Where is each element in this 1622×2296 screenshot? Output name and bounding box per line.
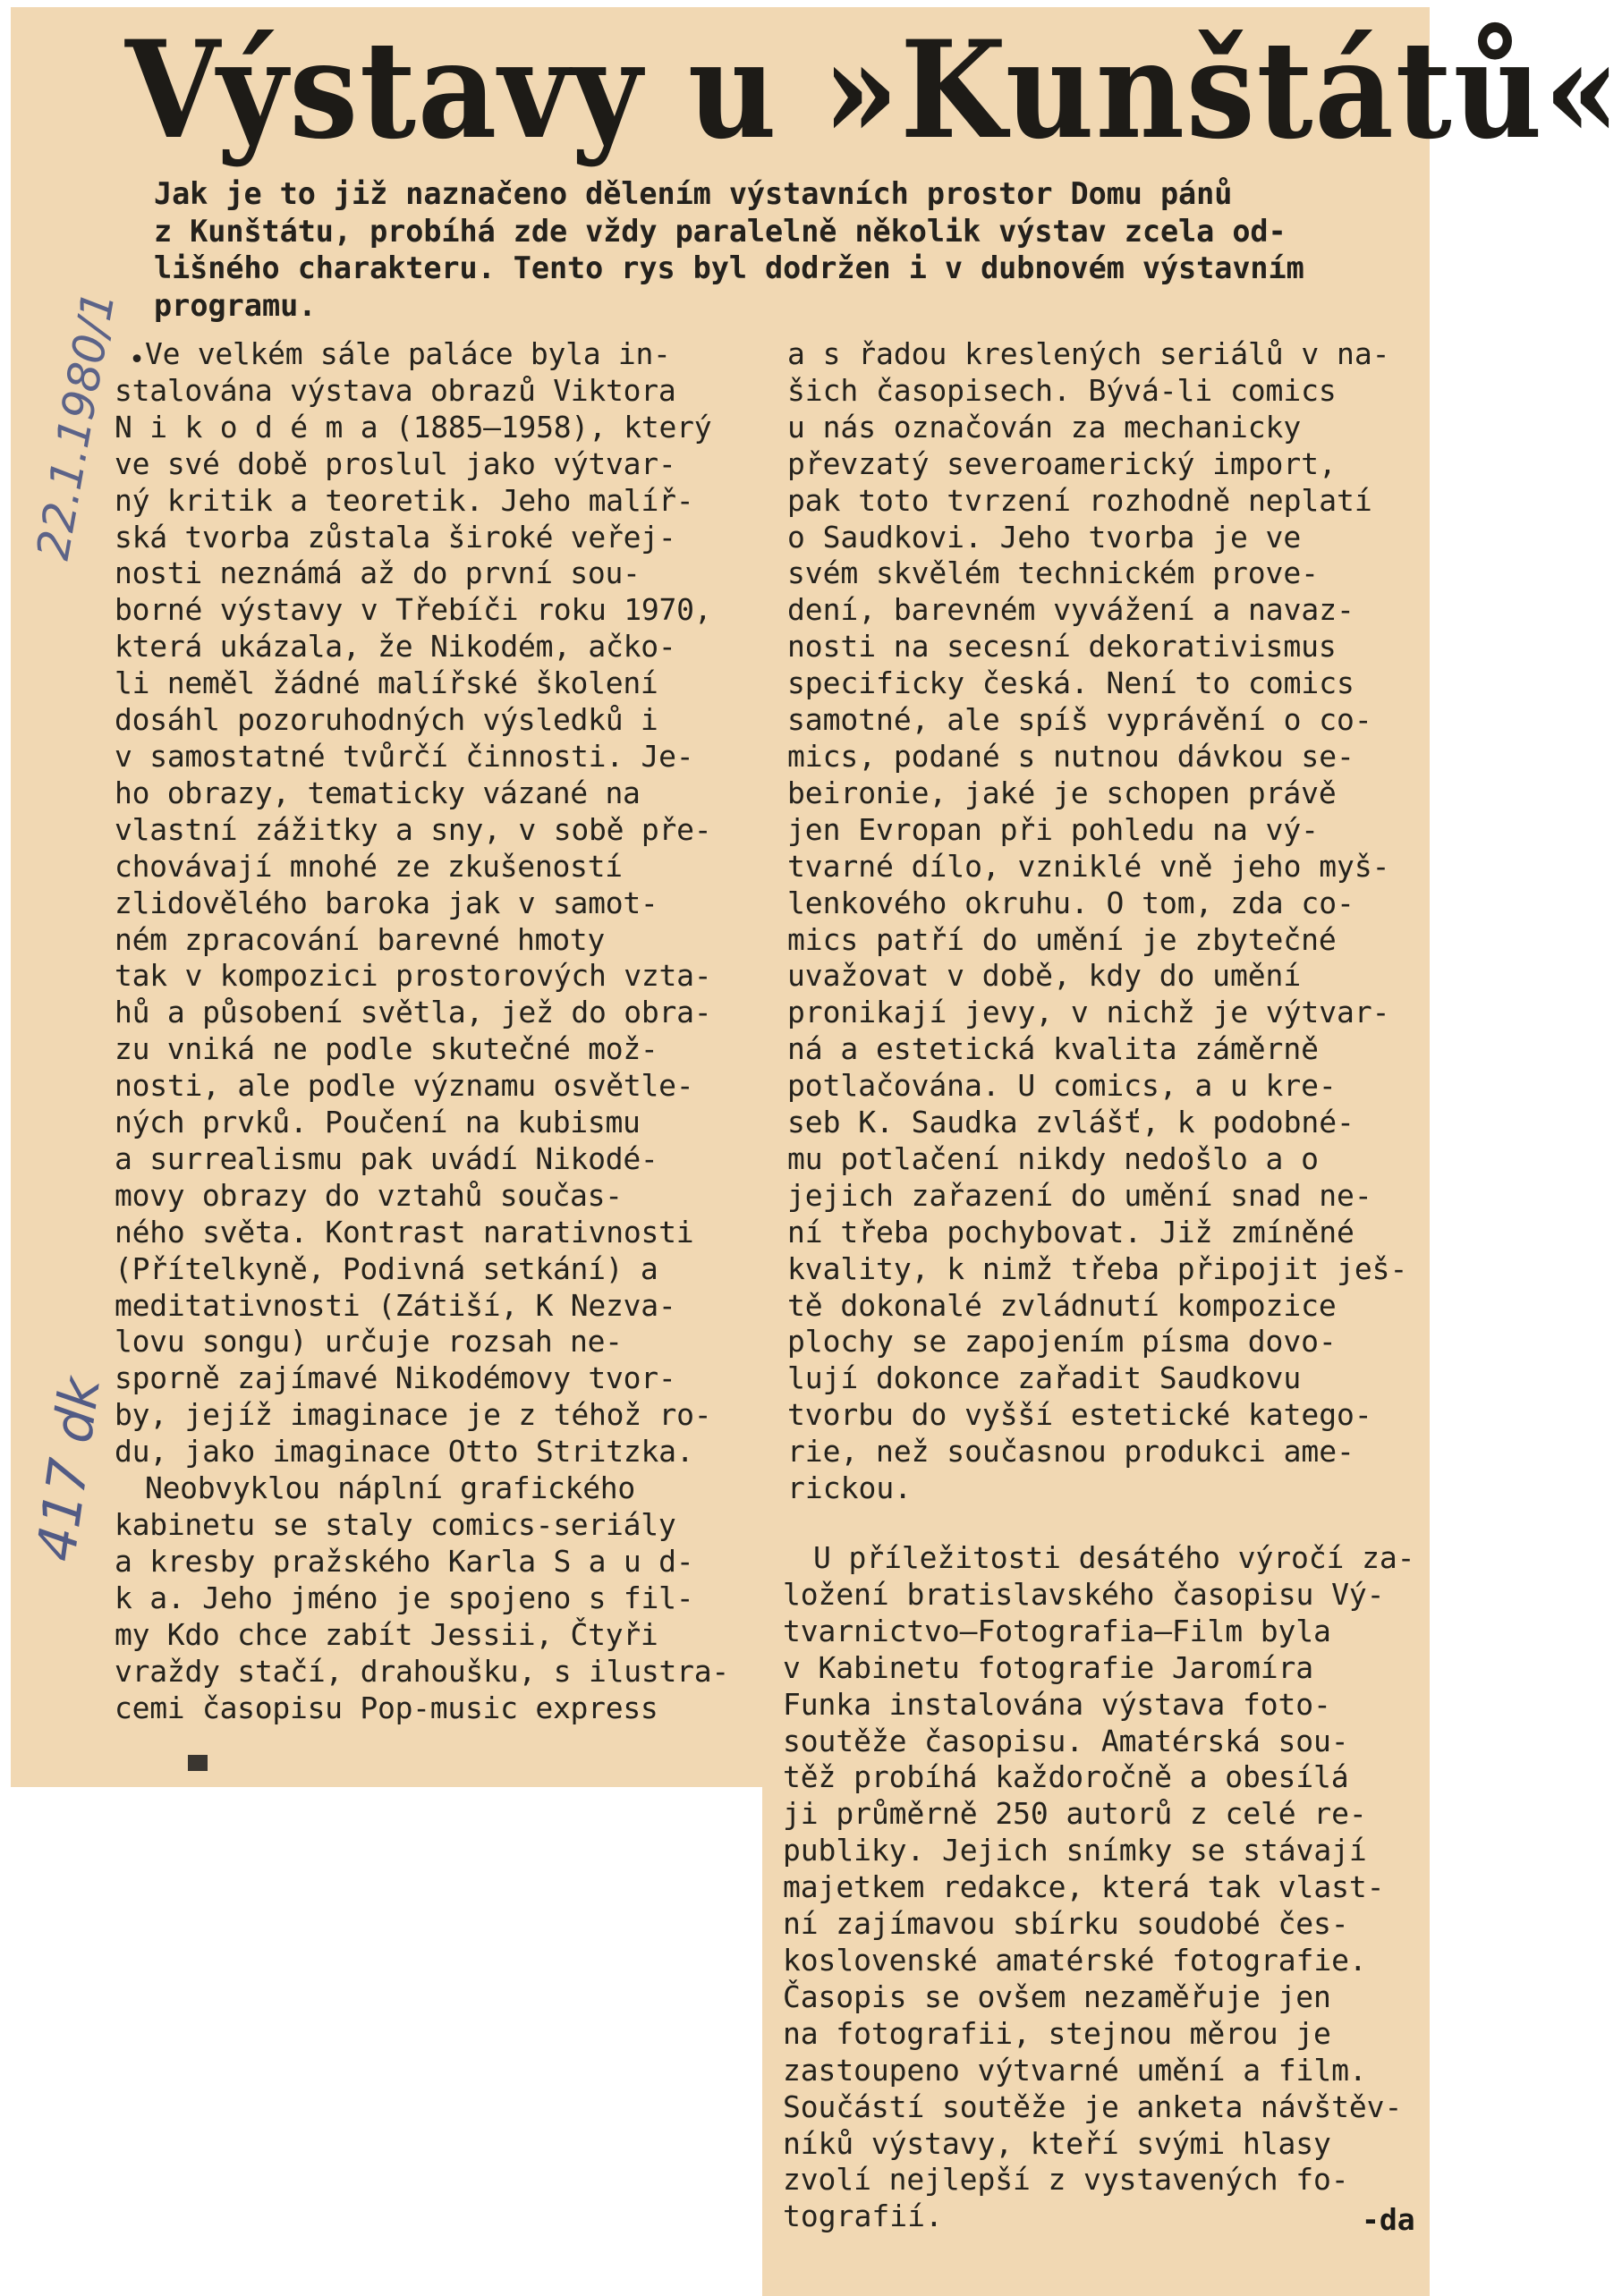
text-line: lišného charakteru. Tento rys byl dodržen i v dubnovém výstavním	[154, 250, 1304, 285]
article-lead	[154, 175, 1424, 324]
text-line: vraždy stačí, drahoušku, s ilustra-	[115, 1653, 729, 1689]
text-line: mics, podané s nutnou dávkou se-	[787, 738, 1354, 774]
article-headline: Výstavy u »Kunštátů«	[125, 12, 1622, 169]
text-line: šich časopisech. Bývá-li comics	[787, 372, 1337, 408]
text-line: tě dokonalé zvládnutí kompozice	[787, 1287, 1337, 1323]
text-line: Neobvyklou náplní grafického	[145, 1470, 635, 1506]
text-line: o Saudkovi. Jeho tvorba je ve	[787, 519, 1302, 555]
text-line: dosáhl pozoruhodných výsledků i	[115, 702, 658, 738]
text-line: Součástí soutěže je anketa návštěv-	[783, 2088, 1403, 2124]
text-line: dení, barevném vyvážení a navaz-	[787, 592, 1354, 628]
text-line: svém skvělém technickém prove-	[787, 555, 1319, 591]
text-line: (Přítelkyně, Podivná setkání) a	[115, 1250, 658, 1286]
text-line: rie, než současnou produkci ame-	[787, 1434, 1354, 1470]
text-line: mu potlačení nikdy nedošlo a o	[787, 1140, 1319, 1176]
text-line: vlastní zážitky a sny, v sobě pře-	[115, 811, 712, 847]
text-line: nosti neznámá až do první sou-	[115, 555, 641, 591]
text-line: publiky. Jejich snímky se stávají	[783, 1833, 1367, 1868]
text-line: samotné, ale spíš vyprávění o co-	[787, 702, 1372, 738]
text-line: hů a působení světla, jež do obra-	[115, 995, 712, 1030]
text-line: pak toto tvrzení rozhodně neplatí	[787, 482, 1372, 518]
text-line: specificky česká. Není to comics	[787, 665, 1354, 701]
end-mark	[188, 1755, 208, 1771]
text-line: tvarnictvo—Fotografia—Film byla	[783, 1613, 1331, 1648]
text-line: soutěže časopisu. Amatérská sou-	[783, 1723, 1349, 1758]
text-line: ný kritik a teoretik. Jeho malíř-	[115, 482, 694, 518]
text-line: pronikají jevy, v nichž je výtvar-	[787, 995, 1390, 1030]
text-line: ji průměrně 250 autorů z celé re-	[783, 1796, 1367, 1832]
text-line: koslovenské amatérské fotografie.	[783, 1942, 1367, 1978]
text-line: a s řadou kreslených seriálů v na-	[787, 336, 1390, 371]
right-column	[787, 336, 1422, 1507]
text-line: seb K. Saudka zvlášť, k podobné-	[787, 1105, 1354, 1140]
text-line: Funka instalována výstava foto-	[783, 1686, 1331, 1722]
handwritten-number-note: 417 dk	[25, 1373, 114, 1565]
paragraph-bullet: •	[129, 344, 146, 376]
text-line: ve své době proslul jako výtvar-	[115, 445, 676, 481]
text-line: ná a estetická kvalita záměrně	[787, 1031, 1319, 1067]
text-line: kabinetu se staly comics-seriály	[115, 1507, 676, 1542]
text-line: tvarné dílo, vzniklé vně jeho myš-	[787, 848, 1390, 884]
text-line: ného světa. Kontrast narativnosti	[115, 1214, 694, 1250]
text-line: N i k o d é m a (1885—1958), který	[115, 409, 712, 445]
text-line: která ukázala, že Nikodém, ačko-	[115, 629, 676, 665]
text-line: Ve velkém sále paláce byla in-	[145, 336, 671, 371]
left-column	[115, 336, 766, 1726]
text-line: programu.	[154, 287, 317, 323]
author-signature: -da	[1362, 2202, 1415, 2237]
text-line: potlačována. U comics, a u kre-	[787, 1068, 1337, 1104]
text-line: chovávají mnohé ze zkušeností	[115, 848, 623, 884]
text-line: li neměl žádné malířské školení	[115, 665, 658, 701]
text-line: zlidovělého baroka jak v samot-	[115, 885, 658, 920]
text-line: my Kdo chce zabít Jessii, Čtyři	[115, 1616, 658, 1652]
text-line: mics patří do umění je zbytečné	[787, 921, 1337, 957]
text-line: zvolí nejlepší z vystavených fo-	[783, 2162, 1349, 2198]
text-line: a surrealismu pak uvádí Nikodé-	[115, 1140, 658, 1176]
text-line: stalována výstava obrazů Viktora	[115, 372, 676, 408]
text-line: zu vniká ne podle skutečné mož-	[115, 1031, 658, 1067]
text-line: nosti na secesní dekorativismus	[787, 629, 1337, 665]
text-line: lovu songu) určuje rozsah ne-	[115, 1324, 623, 1360]
text-line: U příležitosti desátého výročí za-	[813, 1540, 1415, 1575]
text-line: u nás označován za mechanicky	[787, 409, 1302, 445]
text-line: a kresby pražského Karla S a u d-	[115, 1543, 694, 1579]
text-line: převzatý severoamerický import,	[787, 445, 1337, 481]
text-line: tvorbu do vyšší estetické katego-	[787, 1397, 1372, 1433]
text-line: v samostatné tvůrčí činnosti. Je-	[115, 738, 694, 774]
text-line: níků výstavy, kteří svými hlasy	[783, 2125, 1331, 2161]
handwritten-date-note: 22.1.1980/1	[27, 287, 125, 564]
text-line: lují dokonce zařadit Saudkovu	[787, 1360, 1302, 1396]
text-line: ní třeba pochybovat. Již zmíněné	[787, 1214, 1354, 1250]
text-line: rickou.	[787, 1470, 913, 1506]
text-line: ných prvků. Poučení na kubismu	[115, 1105, 641, 1140]
text-line: by, jejíž imaginace je z téhož ro-	[115, 1397, 712, 1433]
text-line: z Kunštátu, probíhá zde vždy paralelně několik výstav zcela od-	[154, 213, 1287, 249]
text-line: tografií.	[783, 2199, 943, 2234]
text-line: borné výstavy v Třebíči roku 1970,	[115, 592, 712, 628]
text-line: zastoupeno výtvarné umění a film.	[783, 2052, 1367, 2088]
text-line: těž probíhá každoročně a obesílá	[783, 1759, 1349, 1795]
text-line: Jak je to již naznačeno dělením výstavních prostor Domu pánů	[154, 176, 1233, 211]
text-line: uvažovat v době, kdy do umění	[787, 958, 1302, 994]
text-line: meditativnosti (Zátiší, K Nezva-	[115, 1287, 676, 1323]
text-line: plochy se zapojením písma dovo-	[787, 1324, 1337, 1360]
text-line: kvality, k nimž třeba připojit ješ-	[787, 1250, 1408, 1286]
text-line: jejich zařazení do umění snad ne-	[787, 1177, 1372, 1213]
text-line: du, jako imaginace Otto Stritzka.	[115, 1434, 694, 1470]
text-line: Časopis se ovšem nezaměřuje jen	[783, 1978, 1331, 2014]
text-line: k a. Jeho jméno je spojeno s fil-	[115, 1580, 694, 1615]
text-line: ho obrazy, tematicky vázané na	[115, 775, 641, 810]
text-line: ložení bratislavského časopisu Vý-	[783, 1576, 1385, 1612]
text-line: nosti, ale podle významu osvětle-	[115, 1068, 694, 1104]
text-line: na fotografii, stejnou měrou je	[783, 2015, 1331, 2051]
text-line: cemi časopisu Pop-music express	[115, 1690, 658, 1725]
text-line: majetkem redakce, která tak vlast-	[783, 1869, 1385, 1905]
text-line: beironie, jaké je schopen právě	[787, 775, 1337, 810]
text-line: ská tvorba zůstala široké veřej-	[115, 519, 676, 555]
text-line: v Kabinetu fotografie Jaromíra	[783, 1649, 1314, 1685]
text-line: lenkového okruhu. O tom, zda co-	[787, 885, 1354, 920]
text-line: movy obrazy do vztahů součas-	[115, 1177, 623, 1213]
right-column-second-paragraph	[783, 1540, 1422, 2235]
text-line: sporně zajímavé Nikodémovy tvor-	[115, 1360, 676, 1396]
text-line: tak v kompozici prostorových vzta-	[115, 958, 712, 994]
text-line: ní zajímavou sbírku soudobé čes-	[783, 1906, 1349, 1942]
text-line: jen Evropan při pohledu na vý-	[787, 811, 1319, 847]
text-line: ném zpracování barevné hmoty	[115, 921, 605, 957]
